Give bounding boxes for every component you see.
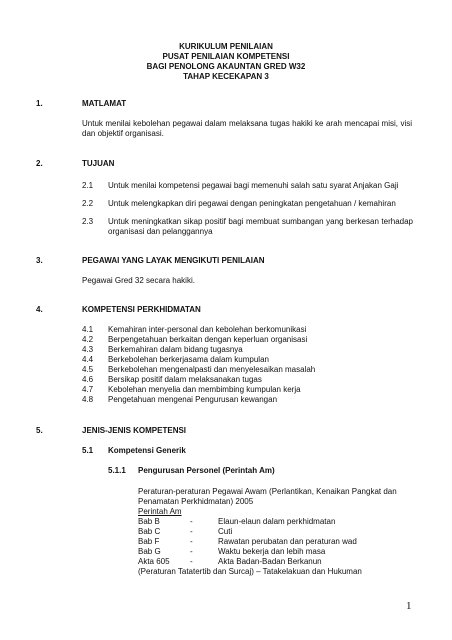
section-heading: PEGAWAI YANG LAYAK MENGIKUTI PENILAIAN	[82, 256, 265, 265]
item-number: 4.3	[82, 345, 94, 354]
item-text: Berkebolehan berkerjasama dalam kumpulan	[108, 355, 269, 364]
section-heading: MATLAMAT	[82, 99, 127, 108]
bab-text: Cuti	[218, 527, 233, 536]
section-paragraph: Pegawai Gred 32 secara hakiki.	[82, 276, 195, 285]
item-number: 4.7	[82, 385, 94, 394]
section-number: 3.	[36, 256, 43, 265]
bab-label: Bab C	[138, 527, 161, 536]
section-number: 5.	[36, 426, 43, 435]
bab-text: Akta Badan-Badan Berkanun	[218, 557, 322, 566]
item-text: Bersikap positif dalam melaksanakan tugas	[108, 375, 262, 384]
item-text: Untuk melengkapkan diri pegawai dengan peningkatan pengetahuan / kemahiran	[108, 199, 396, 208]
subsubsection-heading: Pengurusan Personel (Perintah Am)	[138, 466, 275, 475]
bab-label: Bab G	[138, 547, 161, 556]
bab-dash: -	[190, 517, 193, 526]
item-number: 4.1	[82, 325, 94, 334]
item-number: 2.3	[82, 217, 94, 226]
doc-title-line1: KURIKULUM PENILAIAN	[179, 42, 273, 51]
doc-title-line3: BAGI PENOLONG AKAUNTAN GRED W32	[146, 62, 306, 71]
item-number: 4.6	[82, 375, 94, 384]
section-heading: JENIS-JENIS KOMPETENSI	[82, 426, 187, 435]
page-number: 1	[406, 600, 412, 612]
bab-label: Akta 605	[138, 557, 170, 566]
section-number: 1.	[36, 99, 43, 108]
tatatertib-line: (Peraturan Tatatertib dan Surcaj) – Tatakelakuan dan Hukuman	[138, 567, 362, 576]
section-number: 4.	[36, 305, 43, 314]
item-text: Berkebolehan mengenalpasti dan menyelesaikan masalah	[108, 365, 316, 374]
item-text: Untuk meningkatkan sikap positif bagi membuat sumbangan yang berkesan terhadap organisasi dan pelanggannya	[108, 217, 413, 236]
item-number: 4.5	[82, 365, 94, 374]
item-text: Kebolehan menyelia dan membimbing kumpulan kerja	[108, 385, 301, 394]
item-number: 4.8	[82, 395, 94, 404]
item-text: Kemahiran inter-personal dan kebolehan berkomunikasi	[108, 325, 307, 334]
item-number: 4.4	[82, 355, 94, 364]
subsubsection-number: 5.1.1	[108, 466, 126, 475]
item-number: 2.1	[82, 181, 94, 190]
bab-dash: -	[190, 527, 193, 536]
item-text: Berkemahiran dalam bidang tugasnya	[108, 345, 243, 354]
subsection-heading: Kompetensi Generik	[108, 446, 186, 455]
bab-dash: -	[190, 537, 193, 546]
doc-title-line4: TAHAP KECEKAPAN 3	[183, 72, 269, 81]
bab-text: Rawatan perubatan dan peraturan wad	[218, 537, 357, 546]
item-text: Untuk menilai kompetensi pegawai bagi memenuhi salah satu syarat Anjakan Gaji	[108, 181, 399, 190]
item-text: Berpengetahuan berkaitan dengan keperluan organisasi	[108, 335, 308, 344]
bab-dash: -	[190, 557, 193, 566]
section-paragraph: Untuk menilai kebolehan pegawai dalam melaksana tugas hakiki ke arah mencapai misi, visi dan objektif organisasi.	[82, 119, 412, 138]
section-number: 2.	[36, 159, 43, 168]
perintah-am-heading: Perintah Am	[138, 507, 182, 516]
bab-dash: -	[190, 547, 193, 556]
bab-label: Bab B	[138, 517, 160, 526]
subsection-number: 5.1	[82, 446, 94, 455]
section-heading: TUJUAN	[82, 159, 115, 168]
bab-text: Elaun-elaun dalam perkhidmatan	[218, 517, 336, 526]
item-number: 4.2	[82, 335, 94, 344]
bab-text: Waktu bekerja dan lebih masa	[218, 547, 326, 556]
regulation-paragraph: Peraturan-peraturan Pegawai Awam (Perlantikan, Kenaikan Pangkat dan Penamatan Perkhidmatan) 2005	[138, 487, 397, 506]
bab-label: Bab F	[138, 537, 160, 546]
item-text: Pengetahuan mengenai Pengurusan kewangan	[108, 395, 278, 404]
item-number: 2.2	[82, 199, 94, 208]
doc-title-line2: PUSAT PENILAIAN KOMPETENSI	[162, 52, 290, 61]
section-heading: KOMPETENSI PERKHIDMATAN	[82, 305, 201, 314]
